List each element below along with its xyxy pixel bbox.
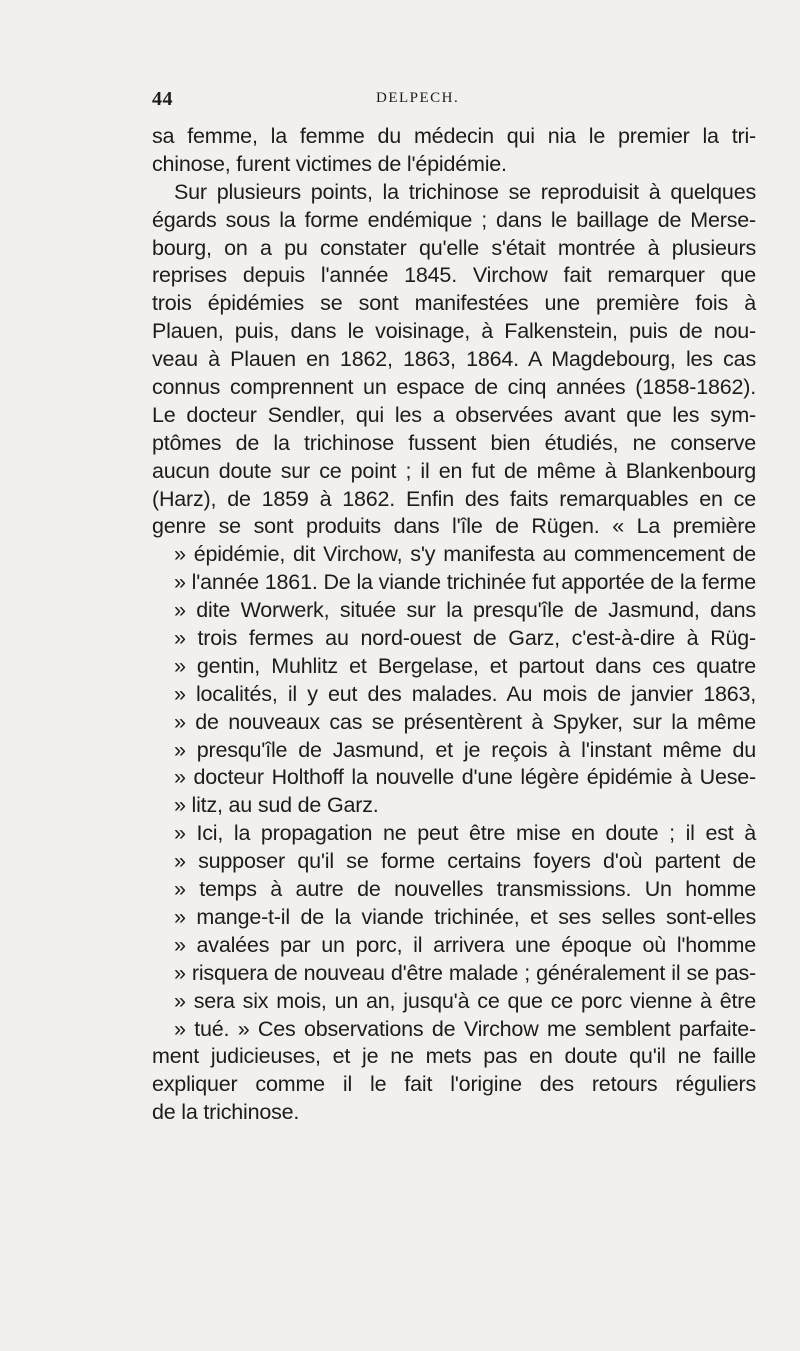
text-line: » épidémie, dit Virchow, s'y manifesta au commencement de [174,542,756,567]
text-line: » sera six mois, un an, jusqu'à ce que ce porc vienne à être [174,988,756,1013]
text-line: » Ici, la propagation ne peut être mise en doute ; il est à [174,821,756,846]
text-line: égards sous la forme endémique ; dans le baillage de Merse- [152,207,756,232]
text-line: » tué. » Ces observations de Virchow me semblent parfaite- [174,1016,756,1041]
text-line: » presqu'île de Jasmund, et je reçois à l'instant même du [174,737,756,762]
text-line: » temps à autre de nouvelles transmissions. Un homme [174,877,756,902]
text-line: genre se sont produits dans l'île de Rügen. « La première [152,514,756,539]
text-line: » risquera de nouveau d'être malade ; généralement il se pas- [174,960,756,985]
text-line: aucun doute sur ce point ; il en fut de même à Blankenbourg [152,458,756,483]
text-line: » gentin, Muhlitz et Bergelase, et partout dans ces quatre [174,653,756,678]
text-line: ment judicieuses, et je ne mets pas en doute qu'il ne faille [152,1044,756,1069]
text-line: » mange-t-il de la viande trichinée, et ses selles sont-elles [174,904,756,929]
text-line: » dite Worwerk, située sur la presqu'île de Jasmund, dans [174,598,756,623]
page-number: 44 [152,88,173,110]
text-line: Sur plusieurs points, la trichinose se reproduisit à quelques [174,179,756,204]
text-line: veau à Plauen en 1862, 1863, 1864. A Magdebourg, les cas [152,347,756,372]
text-line: » avalées par un porc, il arrivera une époque où l'homme [174,932,756,957]
text-line: (Harz), de 1859 à 1862. Enfin des faits remarquables en ce [152,486,756,511]
text-line: » localités, il y eut des malades. Au mois de janvier 1863, [174,681,756,706]
text-line: ptômes de la trichinose fussent bien étudiés, ne conserve [152,430,756,455]
text-line: reprises depuis l'année 1845. Virchow fait remarquer que [152,263,756,288]
text-line: » l'année 1861. De la viande trichinée fut apportée de la ferme [174,570,756,595]
text-line: Le docteur Sendler, qui les a observées avant que les sym- [152,402,756,427]
text-line: » supposer qu'il se forme certains foyers d'où partent de [174,849,756,874]
text-line: connus comprennent un espace de cinq années (1858-1862). [152,375,756,400]
text-line: » de nouveaux cas se présentèrent à Spyker, sur la même [174,709,756,734]
running-head: DELPECH. [376,90,460,106]
text-line: de la trichinose. [152,1100,300,1125]
text-line: » trois fermes au nord-ouest de Garz, c'est-à-dire à Rüg- [174,626,756,651]
text-line: » litz, au sud de Garz. [174,793,379,818]
text-line: » docteur Holthoff la nouvelle d'une légère épidémie à Uese- [174,765,756,790]
text-line: chinose, furent victimes de l'épidémie. [152,151,507,176]
text-line: Plauen, puis, dans le voisinage, à Falkenstein, puis de nou- [152,319,756,344]
body-text [152,123,756,1127]
text-line: bourg, on a pu constater qu'elle s'était montrée à plusieurs [152,235,756,260]
text-line: sa femme, la femme du médecin qui nia le premier la tri- [152,124,756,148]
text-line: trois épidémies se sont manifestées une première fois à [152,291,756,316]
text-line: expliquer comme il le fait l'origine des retours réguliers [152,1072,756,1097]
page-header [152,88,752,112]
